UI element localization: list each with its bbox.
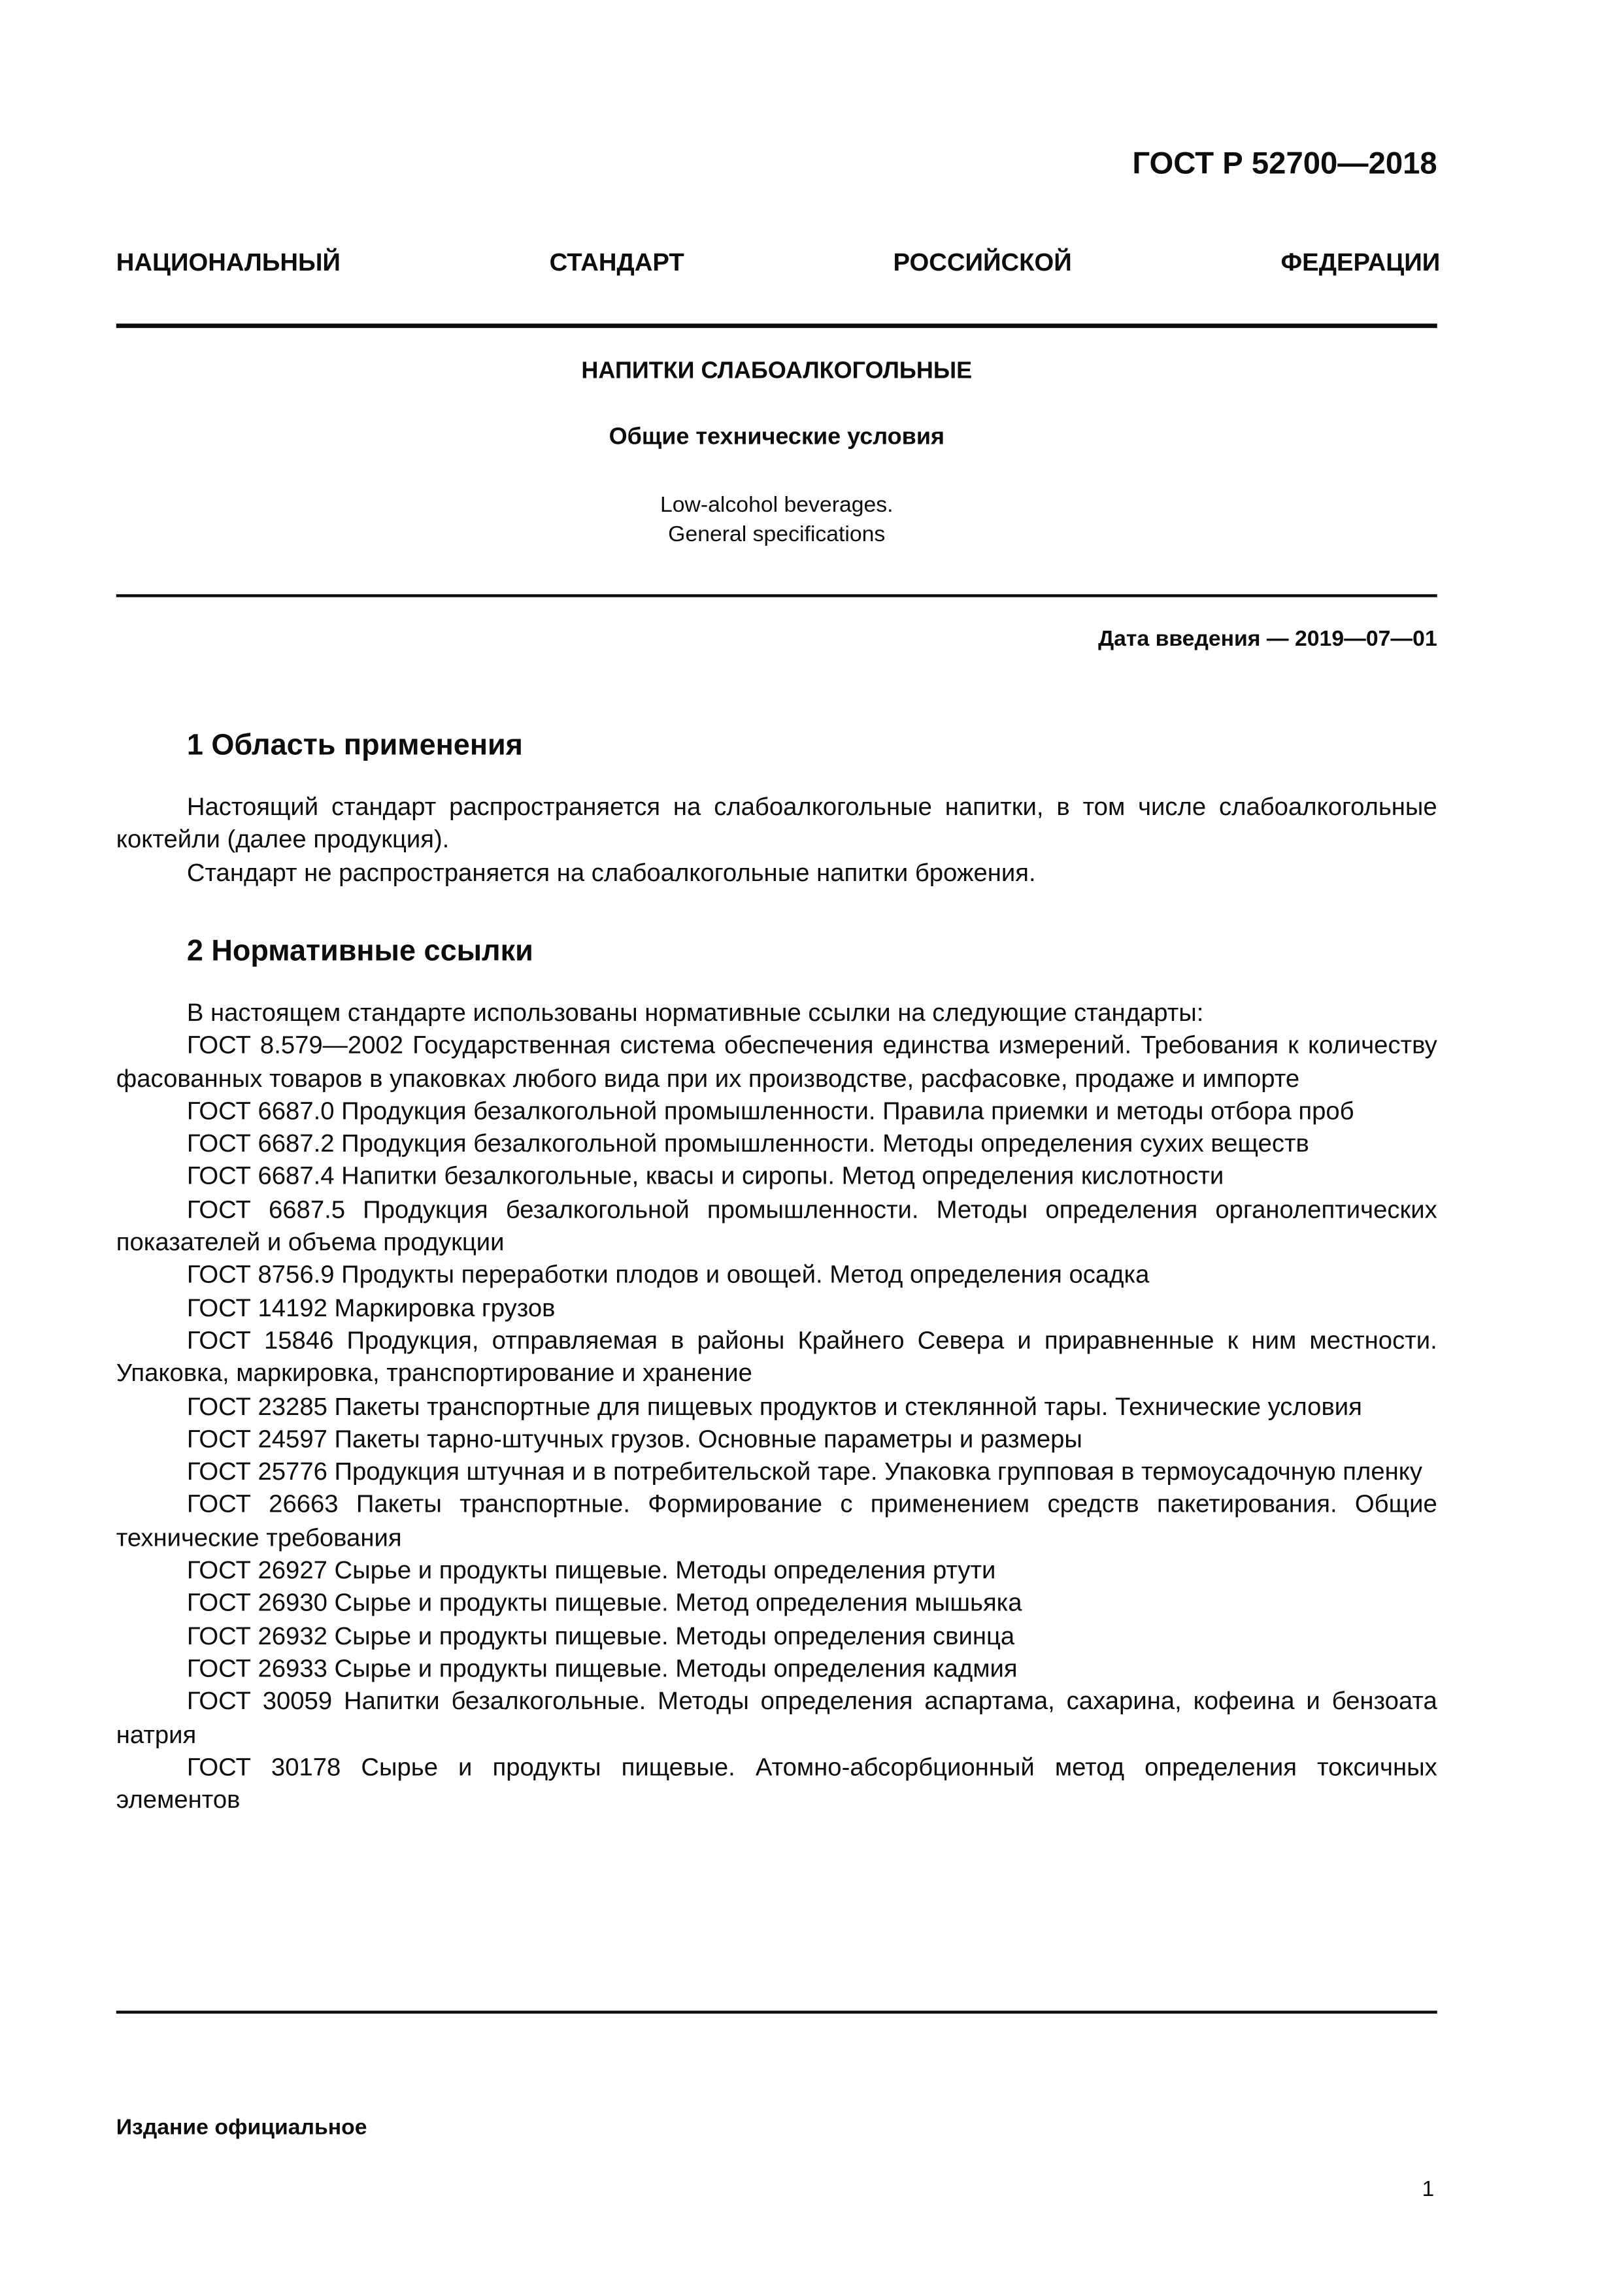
- document-number: ГОСТ Р 52700—2018: [1132, 147, 1437, 181]
- header-divider: [116, 324, 1437, 328]
- title-english-line-2: General specifications: [668, 522, 886, 548]
- page-number: 1: [1422, 2176, 1435, 2202]
- national-word-4: ФЕДЕРАЦИИ: [1280, 248, 1441, 277]
- reference-item: ГОСТ 26930 Сырье и продукты пищевые. Метод определения мышьяка: [186, 1589, 1022, 1618]
- introduction-date: Дата введения — 2019—07—01: [1098, 626, 1437, 652]
- section-1-paragraph: Настоящий стандарт распространяется на слабоалкогольные напитки, в том числе слабоалкогольные коктейли (далее продукция).: [116, 793, 1437, 854]
- reference-item: ГОСТ 26933 Сырье и продукты пищевые. Методы определения кадмия: [186, 1654, 1018, 1683]
- reference-item: ГОСТ 14192 Маркировка грузов: [186, 1293, 556, 1322]
- reference-item: ГОСТ 6687.0 Продукция безалкогольной промышленности. Правила приемки и методы отбора проб: [186, 1097, 1354, 1125]
- official-edition-label: Издание официальное: [116, 2115, 367, 2140]
- national-word-3: РОССИЙСКОЙ: [893, 248, 1072, 277]
- national-word-1: НАЦИОНАЛЬНЫЙ: [116, 248, 341, 277]
- section-2-body: [116, 997, 1437, 1817]
- reference-item: ГОСТ 6687.4 Напитки безалкогольные, квасы и сиропы. Метод определения кислотности: [186, 1162, 1224, 1191]
- document-title: НАПИТКИ СЛАБОАЛКОГОЛЬНЫЕ: [581, 359, 973, 384]
- national-word-2: СТАНДАРТ: [549, 248, 684, 277]
- document-subtitle: Общие технические условия: [609, 425, 944, 450]
- title-english-line-1: Low-alcohol beverages.: [660, 492, 894, 518]
- section-1-heading: 1 Область применения: [186, 729, 523, 762]
- reference-item: ГОСТ 26927 Сырье и продукты пищевые. Методы определения ртути: [186, 1556, 996, 1584]
- reference-item: ГОСТ 30059 Напитки безалкогольные. Методы определения аспартама, сахарина, кофеина и бензоата натрия: [116, 1687, 1437, 1748]
- section-2-heading: 2 Нормативные ссылки: [186, 935, 533, 968]
- section-1-paragraph: Стандарт не распространяется на слабоалкогольные напитки брожения.: [186, 858, 1036, 887]
- reference-item: ГОСТ 15846 Продукция, отправляемая в районы Крайнего Севера и приравненные к ним местности. Упаковка, маркировка, транспортирование и хранение: [116, 1326, 1437, 1388]
- reference-item: ГОСТ 25776 Продукция штучная и в потребительской таре. Упаковка групповая в термоусадочную пленку: [186, 1457, 1423, 1486]
- reference-item: ГОСТ 26663 Пакеты транспортные. Формирование с применением средств пакетирования. Общие технические требования: [116, 1490, 1437, 1552]
- reference-item: ГОСТ 23285 Пакеты транспортные для пищевых продуктов и стеклянной тары. Технические условия: [186, 1392, 1362, 1420]
- reference-item: ГОСТ 30178 Сырье и продукты пищевые. Атомно-абсорбционный метод определения токсичных элементов: [116, 1753, 1437, 1814]
- section-2-intro: В настоящем стандарте использованы нормативные ссылки на следующие стандарты:: [186, 999, 1204, 1027]
- footer-divider: [116, 2010, 1437, 2014]
- document-title-english: [116, 491, 1437, 550]
- reference-item: ГОСТ 24597 Пакеты тарно-штучных грузов. Основные параметры и размеры: [186, 1425, 1082, 1454]
- reference-item: ГОСТ 6687.2 Продукция безалкогольной промышленности. Методы определения сухих веществ: [186, 1129, 1309, 1158]
- reference-item: ГОСТ 6687.5 Продукция безалкогольной промышленности. Методы определения органолептических показателей и объема продукции: [116, 1195, 1437, 1257]
- reference-item: ГОСТ 8.579—2002 Государственная система обеспечения единства измерений. Требования к количеству фасованных товаров в упаковках любого вида при их производстве, расфасовке, продаже и импорте: [116, 1031, 1437, 1093]
- title-divider: [116, 594, 1437, 597]
- reference-item: ГОСТ 8756.9 Продукты переработки плодов и овощей. Метод определения осадка: [186, 1261, 1150, 1289]
- reference-item: ГОСТ 26932 Сырье и продукты пищевые. Методы определения свинца: [186, 1622, 1015, 1650]
- section-1-body: [116, 791, 1437, 890]
- national-standard-heading: [116, 248, 1440, 278]
